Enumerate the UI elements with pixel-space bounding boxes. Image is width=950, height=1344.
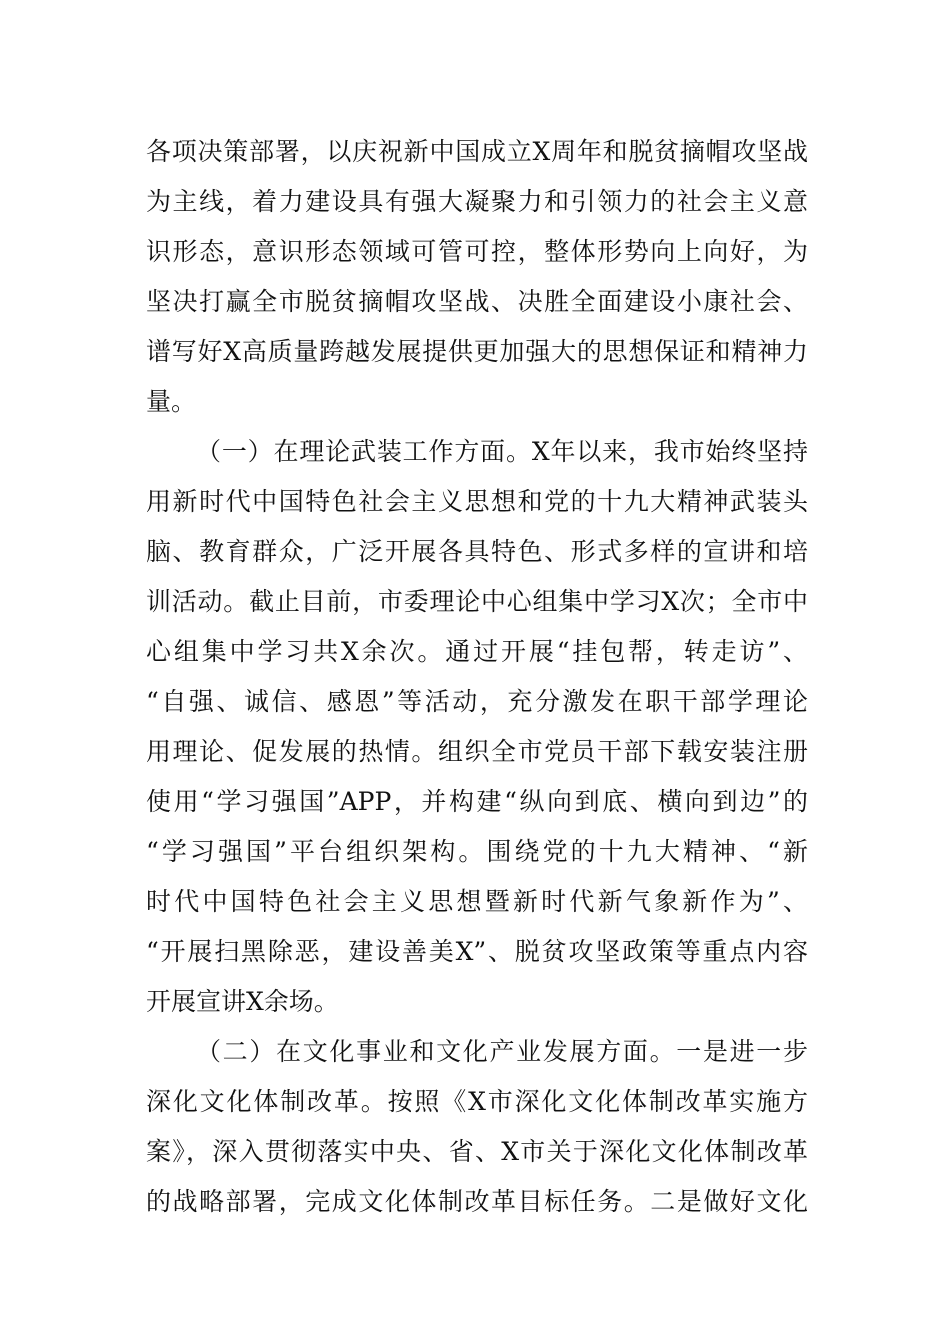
text-line: 谱写好X高质量跨越发展提供更加强大的思想保证和精神力 [146,337,808,366]
text-line: （二）在文化事业和文化产业发展方面。一是进一步 [196,1037,808,1066]
text-line: 深化文化体制改革。按照《X市深化文化体制改革实施方 [146,1087,808,1116]
text-line: 脑、教育群众，广泛开展各具特色、形式多样的宣讲和培 [146,537,808,566]
text-line: 识形态，意识形态领域可管可控，整体形势向上向好，为 [146,237,808,266]
text-line: 坚决打赢全市脱贫摘帽攻坚战、决胜全面建设小康社会、 [146,287,808,316]
text-line: 使用“学习强国”APP，并构建“纵向到底、横向到边”的 [146,787,808,816]
text-line: （一）在理论武装工作方面。X年以来，我市始终坚持 [196,437,808,466]
paragraph-intro [146,127,808,427]
text-line: “开展扫黑除恶，建设善美X”、脱贫攻坚政策等重点内容 [146,937,808,966]
text-line: 心组集中学习共X余次。通过开展“挂包帮，转走访”、 [146,637,808,666]
text-line: “学习强国”平台组织架构。围绕党的十九大精神、“新 [146,837,808,866]
text-line: 量。 [146,387,197,416]
text-line: 开展宣讲X余场。 [146,987,339,1016]
text-line: 用理论、促发展的热情。组织全市党员干部下载安装注册 [146,737,808,766]
text-line: 各项决策部署，以庆祝新中国成立X周年和脱贫摘帽攻坚战 [146,137,808,166]
paragraph-culture-development [146,1027,808,1227]
text-line: 时代中国特色社会主义思想暨新时代新气象新作为”、 [146,887,808,916]
text-line: 的战略部署，完成文化体制改革目标任务。二是做好文化 [146,1187,808,1216]
text-line: 为主线，着力建设具有强大凝聚力和引领力的社会主义意 [146,187,808,216]
text-line: 训活动。截止目前，市委理论中心组集中学习X次；全市中 [146,587,808,616]
text-line: 用新时代中国特色社会主义思想和党的十九大精神武装头 [146,487,808,516]
text-line: “自强、诚信、感恩”等活动，充分激发在职干部学理论 [146,687,808,716]
paragraph-theory-work [146,427,808,1027]
text-line: 案》，深入贯彻落实中央、省、X市关于深化文化体制改革 [146,1137,808,1166]
